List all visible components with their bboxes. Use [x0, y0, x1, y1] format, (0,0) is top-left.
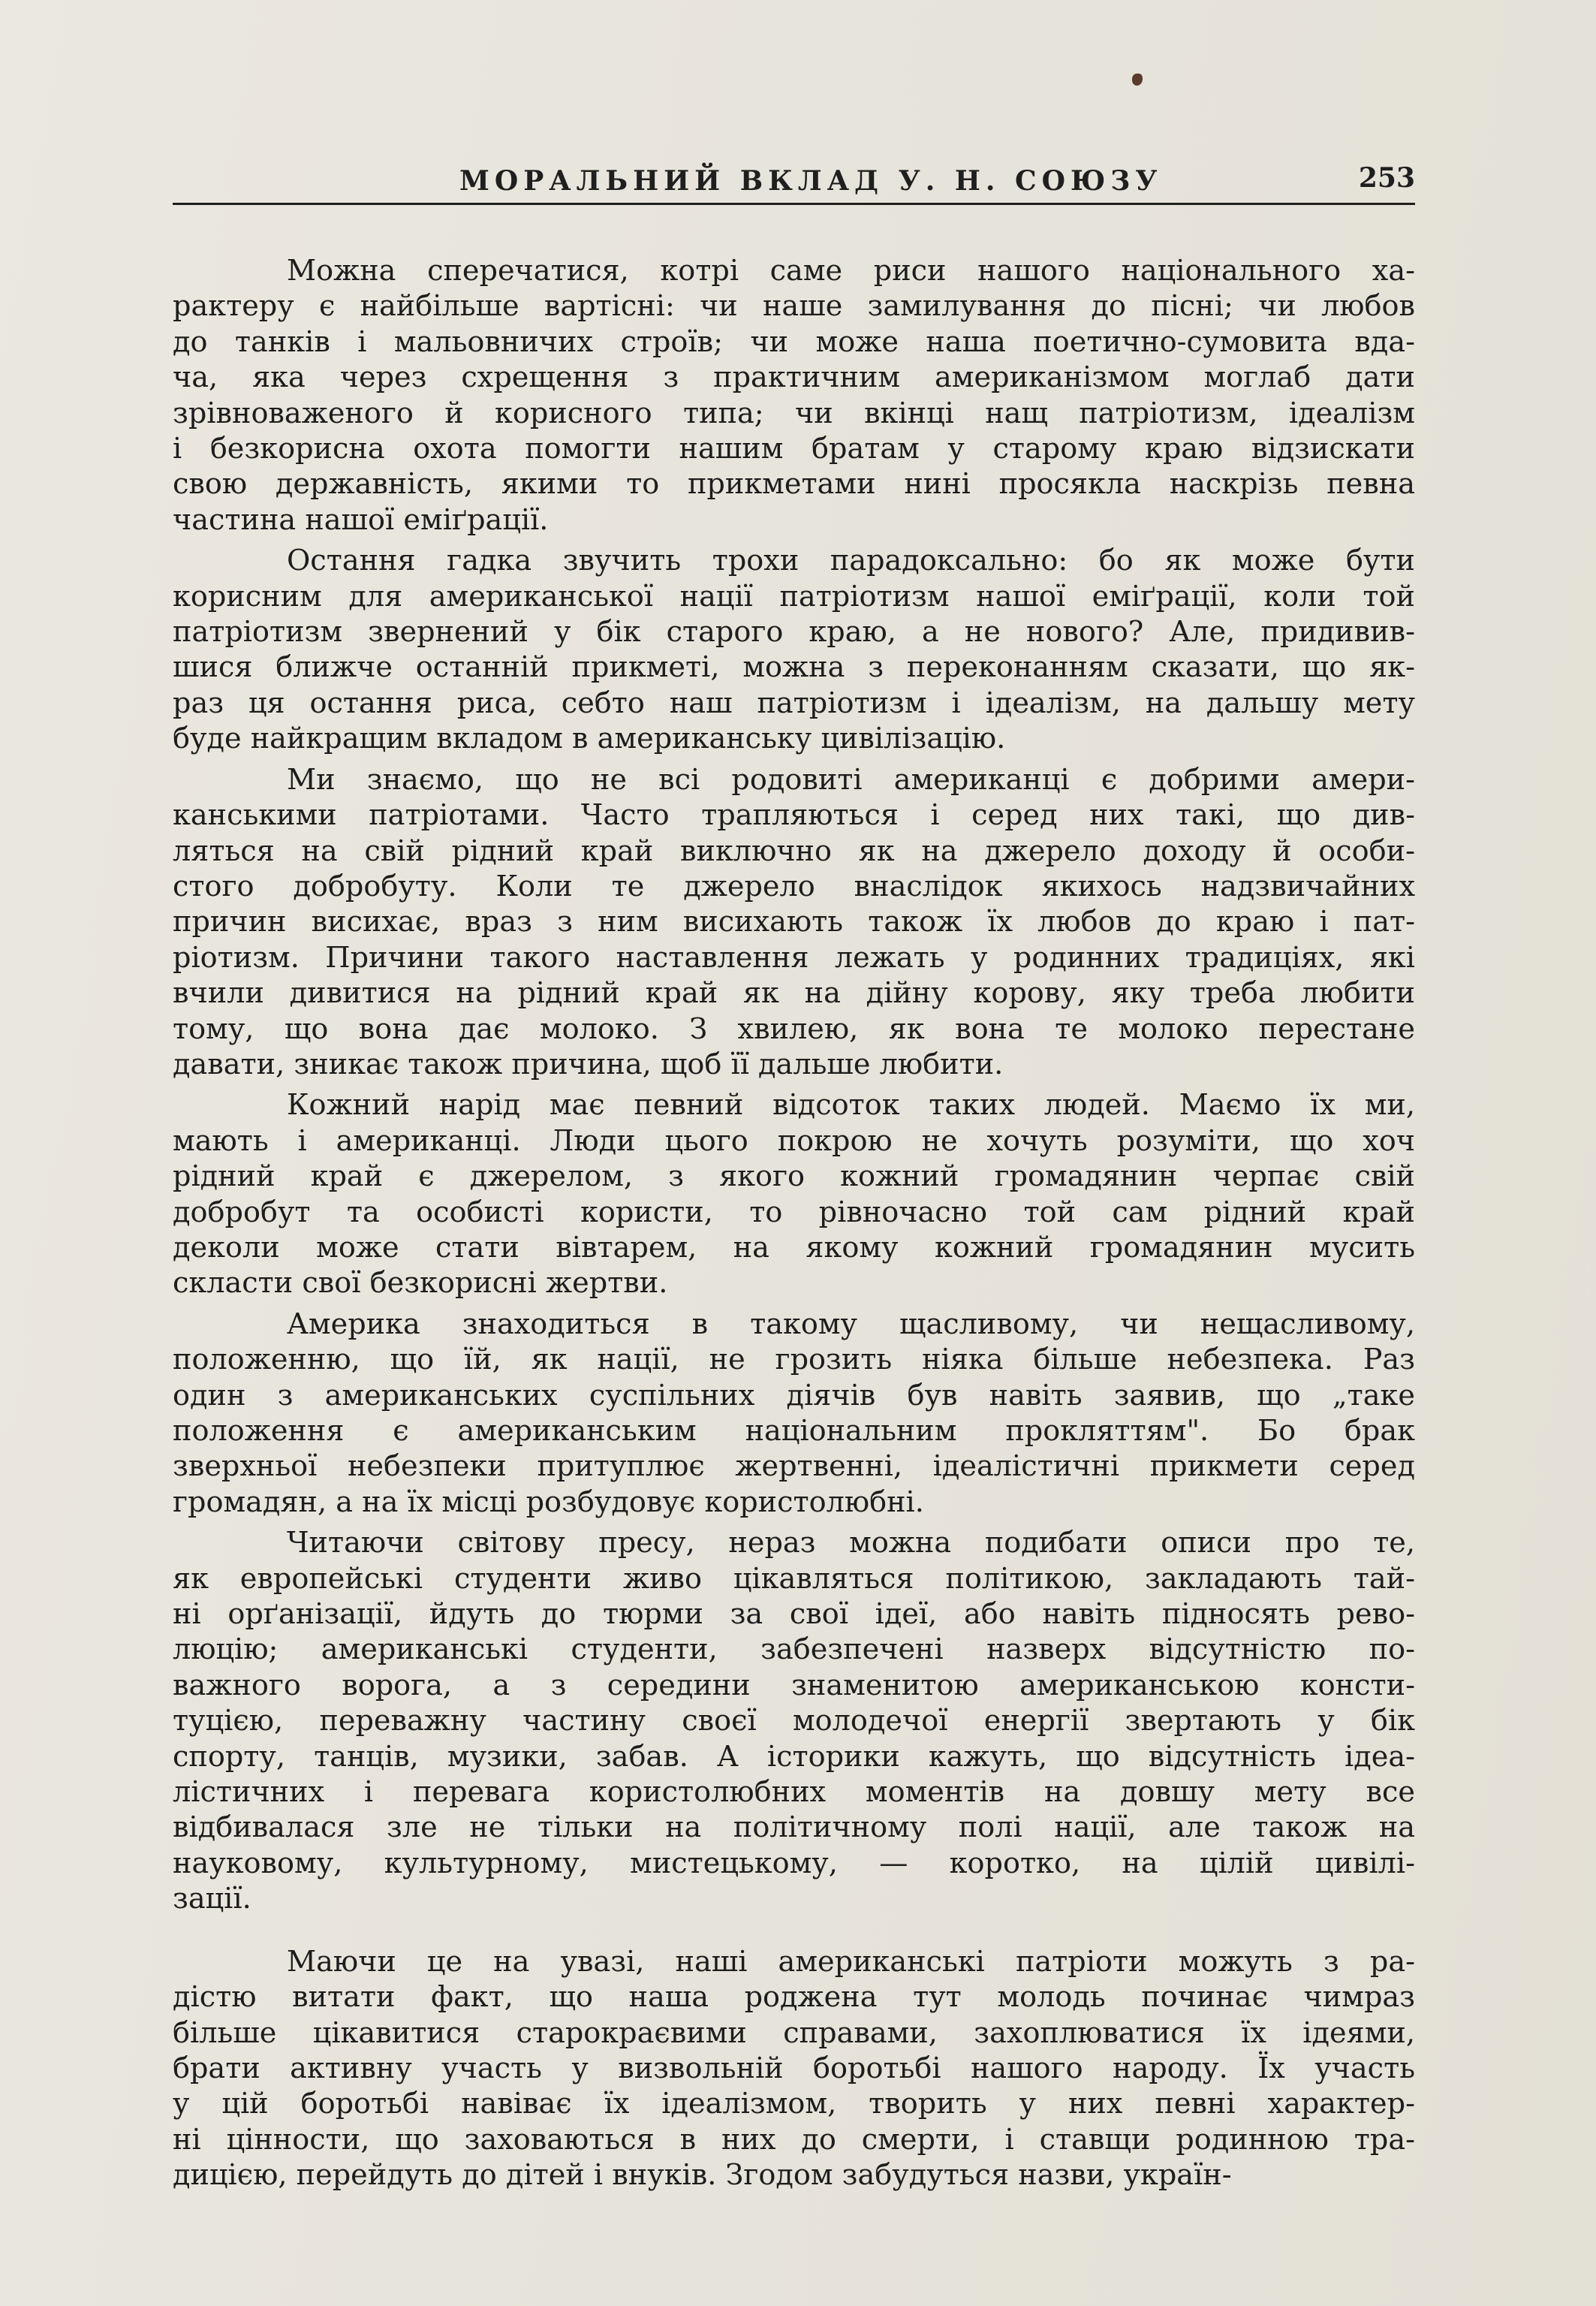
ink-speck: [1132, 74, 1143, 86]
text-line: як европейські студенти живо цікавляться політикою, закладають тай-: [173, 1562, 1415, 1596]
text-line: Кожний нарід має певний відсоток таких людей. Маємо їх ми,: [287, 1089, 1415, 1123]
text-line: давати, зникає також причина, щоб її дальше любити.: [173, 1047, 1004, 1081]
text-line: свою державність, якими то прикметами нині просякла наскрізь певна: [173, 468, 1415, 502]
text-line: Америка знаходиться в такому щасливому, чи нещасливому,: [287, 1307, 1415, 1341]
text-line: положення є американським національним прокляттям". Бо брак: [173, 1415, 1415, 1448]
text-line: раз ця остання риса, себто наш патріотизм і ідеалізм, на дальшу мету: [173, 686, 1415, 720]
text-line: Остання гадка звучить трохи парадоксально: бо як може бути: [287, 544, 1415, 578]
paragraph: [173, 254, 1415, 538]
text-line: лістичних і перевага користолюбних моментів на довшу мету все: [173, 1776, 1415, 1810]
text-line: вчили дивитися на рідний край як на дійну корову, яку треба любити: [173, 977, 1415, 1011]
text-line: і безкорисна охота помогти нашим братам у старому краю відзискати: [173, 433, 1415, 466]
paragraph: [173, 1526, 1415, 1917]
paragraph: [173, 1307, 1415, 1521]
text-line: брати активну участь у визвольній боротьбі нашого народу. Їх участь: [173, 2051, 1415, 2085]
text-line: громадян, а на їх місці розбудовує користолюбні.: [173, 1485, 924, 1519]
text-line: один з американських суспільних діячів був навіть заявив, що „таке: [173, 1379, 1415, 1412]
paragraph: [173, 1945, 1415, 2194]
text-line: канськими патріотами. Часто трапляються і серед них такі, що див-: [173, 799, 1415, 833]
text-line: деколи може стати вівтарем, на якому кожний громадянин мусить: [173, 1231, 1415, 1265]
text-line: більше цікавитися старокраєвими справами, захоплюватися їх ідеями,: [173, 2016, 1415, 2050]
text-line: положенню, що їй, як нації, не грозить ніяка більше небезпека. Раз: [173, 1343, 1415, 1377]
text-line: люцію; американські студенти, забезпечені назверх відсутністю по-: [173, 1633, 1415, 1667]
text-line: шися ближче останній прикметі, можна з переконанням сказати, що як-: [173, 651, 1415, 685]
text-line: у цій боротьбі навіває їх ідеалізмом, творить у них певні характер-: [173, 2087, 1415, 2121]
text-line: Ми знаємо, що не всі родовиті американці є добрими амери-: [287, 763, 1415, 797]
text-line: ні цінности, що заховаються в них до смерти, і ставщи родинною тра-: [173, 2123, 1415, 2157]
text-line: до танків і мальовничих строїв; чи може наша поетично-сумовита вда-: [173, 325, 1415, 359]
text-line: мають і американці. Люди цього покрою не хочуть розуміти, що хоч: [173, 1124, 1415, 1158]
text-line: ні орґанізації, йдуть до тюрми за свої ідеї, або навіть підносять рево-: [173, 1598, 1415, 1632]
text-line: ріотизм. Причини такого наставлення лежать у родинних традиціях, які: [173, 941, 1415, 975]
page-number: 253: [1358, 162, 1415, 194]
text-line: рідний край є джерелом, з якого кожний громадянин черпає свій: [173, 1160, 1415, 1194]
text-line: тому, що вона дає молоко. З хвилею, як вона те молоко перестане: [173, 1012, 1415, 1046]
text-line: рактеру є найбільше вартісні: чи наше замилування до пісні; чи любов: [173, 290, 1415, 324]
text-line: спорту, танців, музики, забав. А історики кажуть, що відсутність ідеа-: [173, 1740, 1415, 1774]
running-title: МОРАЛЬНИЙ ВКЛАД У. Н. СОЮЗУ: [459, 165, 1163, 197]
text-line: буде найкращим вкладом в американську цивілізацію.: [173, 722, 1006, 756]
text-line: стого добробуту. Коли те джерело внаслідок якихось надзвичайних: [173, 870, 1415, 903]
text-line: науковому, культурному, мистецькому, — коротко, на цілій цивілі-: [173, 1846, 1415, 1880]
paragraph: [173, 763, 1415, 1084]
text-line: добробут та особисті користи, то рівночасно той сам рідний край: [173, 1195, 1415, 1229]
text-line: ляться на свій рідний край виключно як на джерело доходу й особи-: [173, 834, 1415, 868]
text-line: відбивалася зле не тільки на політичному полі нації, але також на: [173, 1811, 1415, 1845]
text-line: зрівноваженого й корисного типа; чи вкінці нащ патріотизм, ідеалізм: [173, 396, 1415, 430]
text-line: Читаючи світову пресу, нераз можна подибати описи про те,: [287, 1527, 1415, 1560]
text-line: Можна сперечатися, котрі саме риси нашого національного ха-: [287, 255, 1415, 288]
text-line: туцією, переважну частину своєї молодечої енергії звертають у бік: [173, 1705, 1415, 1738]
text-line: зверхньої небезпеки притуплює жертвенні, ідеалістичні прикмети серед: [173, 1450, 1415, 1484]
text-line: корисним для американської нації патріотизм нашої еміґрації, коли той: [173, 580, 1415, 613]
paragraph: [173, 1088, 1415, 1301]
text-line: дістю витати факт, що наша роджена тут молодь починає чимраз: [173, 1981, 1415, 2015]
text-line: ча, яка через схрещення з практичним американізмом моглаб дати: [173, 361, 1415, 395]
paragraph: [173, 544, 1415, 757]
text-line: дицією, перейдуть до дітей і внуків. Згодом забудуться назви, україн-: [173, 2159, 1232, 2193]
text-line: Маючи це на увазі, наші американські патріоти можуть з ра-: [287, 1945, 1415, 1979]
text-line: причин висихає, враз з ним висихають також їх любов до краю і пат-: [173, 906, 1415, 939]
text-line: зації.: [173, 1882, 251, 1916]
text-line: скласти свої безкорисні жертви.: [173, 1267, 668, 1301]
text-line: частина нашої еміґрації.: [173, 503, 549, 537]
body-text: [173, 254, 1415, 2199]
text-line: патріотизм звернений у бік старого краю, а не нового? Але, придивив-: [173, 616, 1415, 650]
page-header: [173, 159, 1415, 205]
text-line: важного ворога, а з середини знаменитою американською консти-: [173, 1668, 1415, 1702]
